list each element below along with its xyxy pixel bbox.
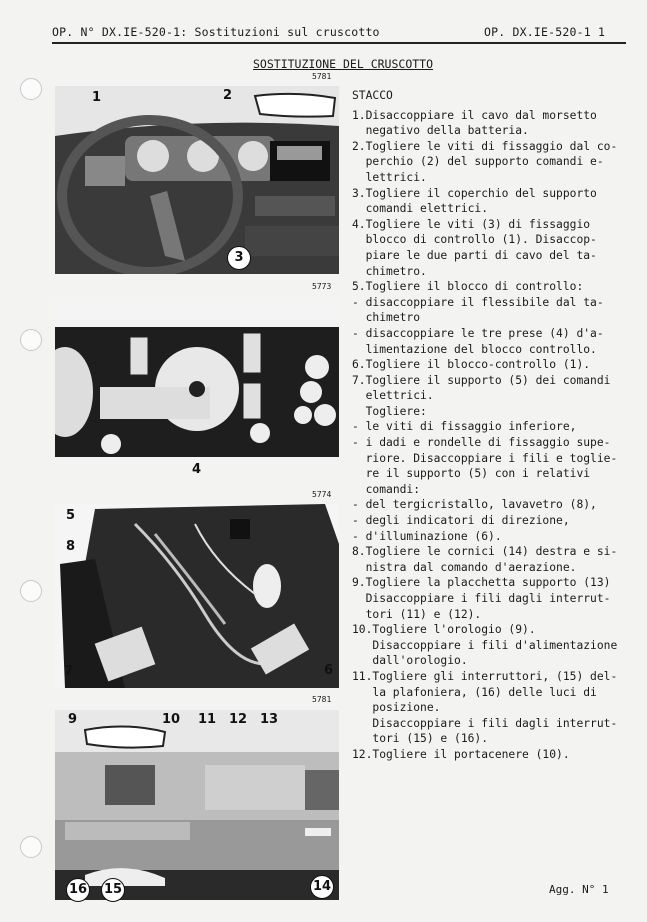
callout-9: 9 xyxy=(68,712,78,727)
instruction-line: Disaccoppiare i fili dagli interrut- xyxy=(352,592,611,605)
instruction-line: 7.Togliere il supporto (5) dei comandi xyxy=(352,373,611,387)
instruction-line: riore. Disaccoppiare i fili e toglie- xyxy=(352,451,618,465)
callout-4: 4 xyxy=(192,462,202,477)
callout-16: 16 xyxy=(66,878,90,902)
binder-hole xyxy=(20,580,42,602)
instruction-line: 5.Togliere il blocco di controllo: xyxy=(352,280,584,294)
instruction-line: 8.Togliere le cornici (14) destra e si- xyxy=(352,545,618,559)
callout-6: 6 xyxy=(324,663,334,678)
instruction-line: - del tergicristallo, lavavetro (8), xyxy=(352,498,597,512)
instruction-line: 6.Togliere il blocco-controllo (1). xyxy=(352,358,591,372)
instruction-line: dall'orologio. xyxy=(352,654,468,668)
callout-12: 12 xyxy=(229,712,248,727)
figure-steering-wheel-photo xyxy=(55,86,339,274)
callout-11: 11 xyxy=(198,712,217,727)
figure-code: 5781 xyxy=(312,72,332,81)
callout-5: 5 xyxy=(66,508,76,523)
header-rule xyxy=(52,42,626,44)
header-operation-title: OP. N° DX.IE-520-1: Sostituzioni sul cruscotto xyxy=(52,25,380,39)
figure-dashboard-switches-photo xyxy=(55,710,339,900)
callout-15: 15 xyxy=(101,878,125,902)
callout-1: 1 xyxy=(92,90,102,105)
instruction-line: blocco di controllo (1). Disaccop- xyxy=(352,233,597,247)
binder-hole xyxy=(20,329,42,351)
instruction-line: re il supporto (5) con i relativi xyxy=(352,467,591,481)
instruction-line: limentazione del blocco controllo. xyxy=(352,342,597,356)
instruction-line: chimetro xyxy=(352,311,421,325)
instruction-line: 9.Togliere la placchetta supporto (13) xyxy=(352,576,611,590)
instruction-line: Disaccoppiare i fili dagli interrut- xyxy=(352,716,618,730)
instruction-line: Togliere: xyxy=(352,404,427,418)
figure-controls-support-photo xyxy=(55,504,339,688)
callout-14: 14 xyxy=(310,875,334,899)
instructions-column xyxy=(352,88,632,763)
instruction-line: lettrici. xyxy=(352,170,427,184)
instruction-line: comandi elettrici. xyxy=(352,202,489,216)
page-title: SOSTITUZIONE DEL CRUSCOTTO xyxy=(253,57,434,71)
callout-7: 7 xyxy=(64,664,74,679)
instruction-line: - i dadi e rondelle di fissaggio supe- xyxy=(352,436,611,450)
callout-2: 2 xyxy=(223,88,233,103)
figure-instrument-cluster-photo xyxy=(55,297,339,457)
instruction-line: perchio (2) del supporto comandi e- xyxy=(352,155,604,169)
instruction-line: - disaccoppiare il flessibile dal ta- xyxy=(352,295,604,309)
instruction-line: - degli indicatori di direzione, xyxy=(352,514,570,528)
callout-10: 10 xyxy=(162,712,181,727)
header-page-code: OP. DX.IE-520-1 1 xyxy=(484,25,606,39)
instruction-line: tori (15) e (16). xyxy=(352,732,489,746)
callout-13: 13 xyxy=(260,712,279,727)
binder-hole xyxy=(20,836,42,858)
instruction-line: - disaccoppiare le tre prese (4) d'a- xyxy=(352,326,604,340)
instruction-line: nistra dal comando d'aerazione. xyxy=(352,560,577,574)
section-heading: STACCO xyxy=(352,89,393,102)
instruction-line: Disaccoppiare i fili d'alimentazione xyxy=(352,638,618,652)
instruction-lines xyxy=(352,108,632,763)
instruction-line: posizione. xyxy=(352,701,441,715)
figure-code: 5774 xyxy=(312,490,332,499)
instruction-line: - le viti di fissaggio inferiore, xyxy=(352,420,577,434)
instruction-line: 3.Togliere il coperchio del supporto xyxy=(352,186,597,200)
instruction-line: chimetro. xyxy=(352,264,427,278)
instruction-line: 10.Togliere l'orologio (9). xyxy=(352,623,536,637)
instruction-line: 1.Disaccoppiare il cavo dal morsetto xyxy=(352,108,597,122)
figure-code: 5781 xyxy=(312,695,332,704)
instruction-line: elettrici. xyxy=(352,389,434,403)
binder-hole xyxy=(20,78,42,100)
figure-code: 5773 xyxy=(312,282,332,291)
instruction-line: 11.Togliere gli interruttori, (15) del- xyxy=(352,669,618,683)
instruction-line: la plafoniera, (16) delle luci di xyxy=(352,685,597,699)
instruction-line: - d'illuminazione (6). xyxy=(352,529,502,543)
footer-update-number: Agg. N° 1 xyxy=(549,883,609,896)
callout-8: 8 xyxy=(66,539,76,554)
callout-3: 3 xyxy=(227,246,251,270)
instruction-line: 4.Togliere le viti (3) di fissaggio xyxy=(352,217,591,231)
instruction-line: negativo della batteria. xyxy=(352,124,529,138)
instruction-line: piare le due parti di cavo del ta- xyxy=(352,248,597,262)
instruction-line: 2.Togliere le viti di fissaggio dal co- xyxy=(352,139,618,153)
instruction-line: 12.Togliere il portacenere (10). xyxy=(352,747,570,761)
instruction-line: tori (11) e (12). xyxy=(352,607,482,621)
instruction-line: comandi: xyxy=(352,482,421,496)
